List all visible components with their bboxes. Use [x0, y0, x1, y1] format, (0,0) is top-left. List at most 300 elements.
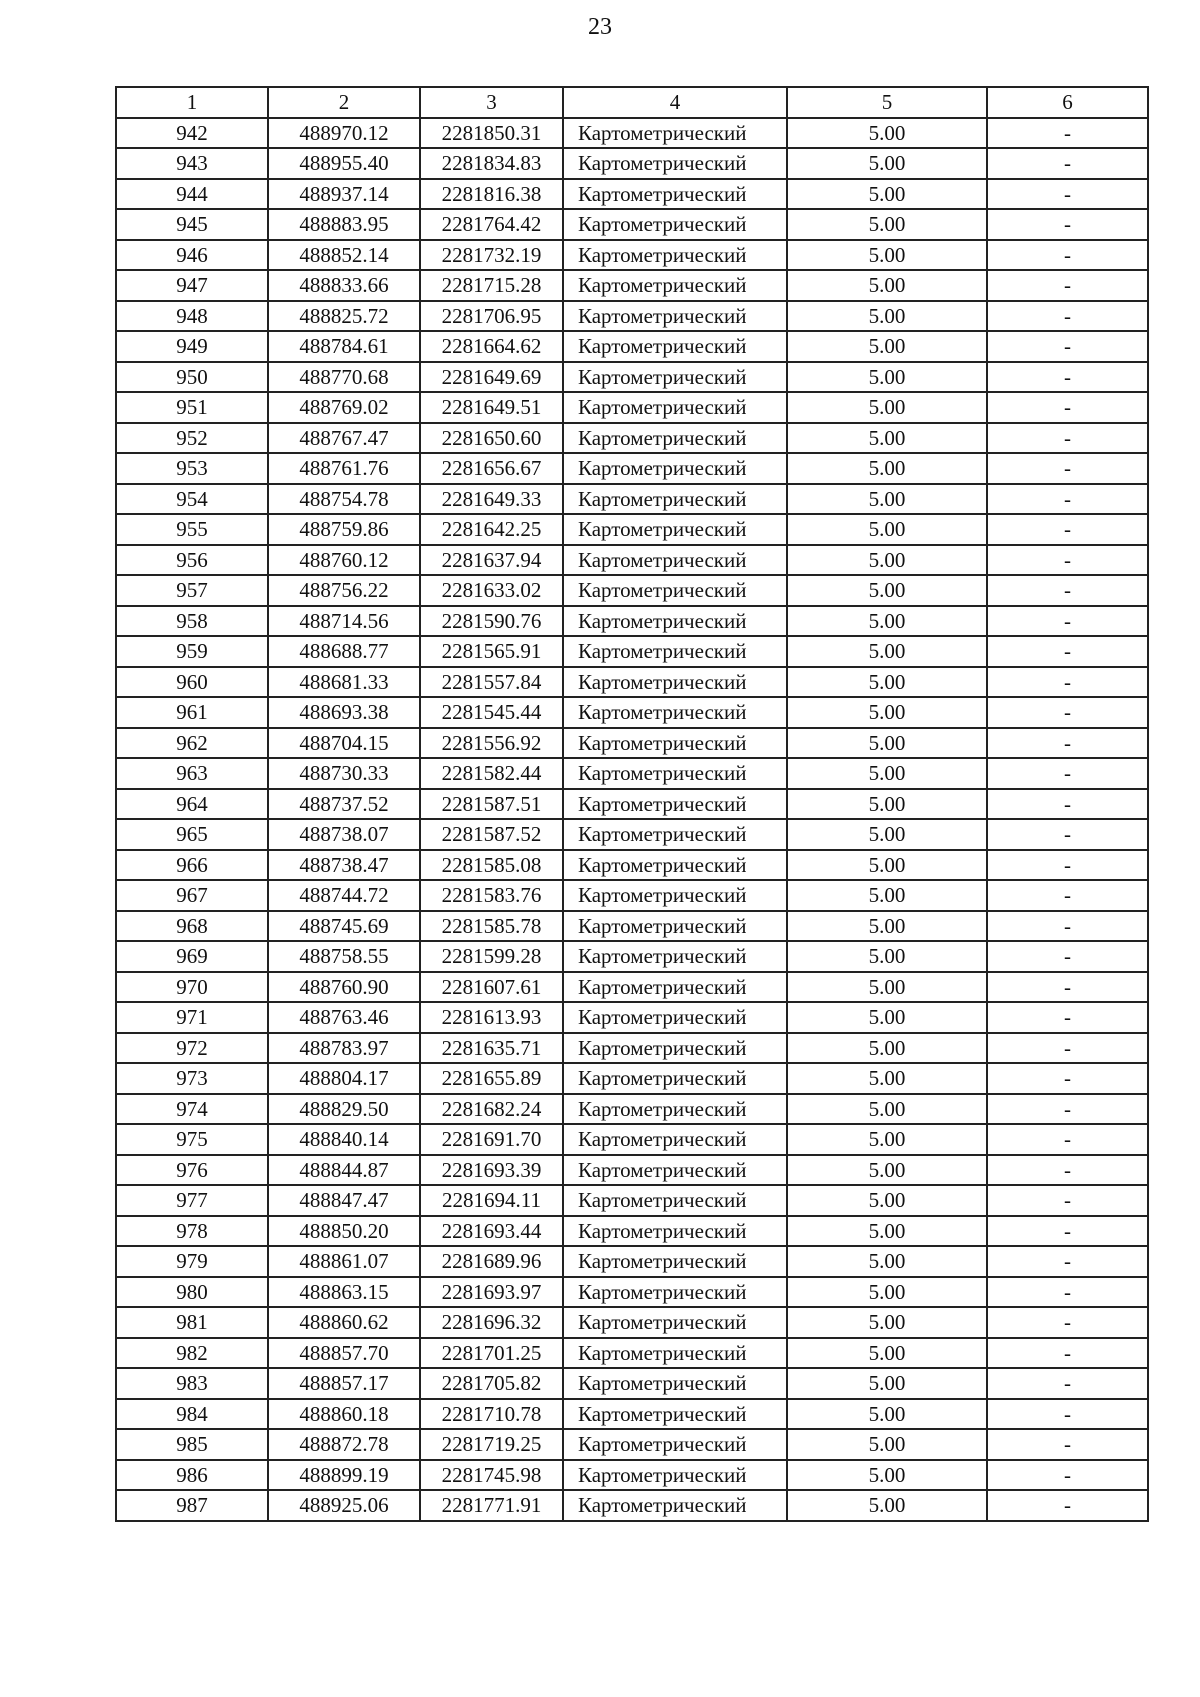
table-row [116, 270, 1148, 301]
method-cell: Картометрический [563, 453, 787, 484]
table-body [116, 118, 1148, 1521]
note-cell: - [987, 1033, 1148, 1064]
accuracy-cell: 5.00 [787, 209, 987, 240]
method-cell: Картометрический [563, 728, 787, 759]
method-cell: Картометрический [563, 1368, 787, 1399]
y-coordinate-cell: 2281635.71 [420, 1033, 563, 1064]
table-header [116, 87, 1148, 118]
y-coordinate-cell: 2281545.44 [420, 697, 563, 728]
note-cell: - [987, 911, 1148, 942]
y-coordinate-cell: 2281701.25 [420, 1338, 563, 1369]
y-coordinate-cell: 2281719.25 [420, 1429, 563, 1460]
accuracy-cell: 5.00 [787, 118, 987, 149]
table-row [116, 1338, 1148, 1369]
accuracy-cell: 5.00 [787, 423, 987, 454]
x-coordinate-cell: 488754.78 [268, 484, 420, 515]
y-coordinate-cell: 2281764.42 [420, 209, 563, 240]
method-cell: Картометрический [563, 1246, 787, 1277]
note-cell: - [987, 697, 1148, 728]
table-row [116, 514, 1148, 545]
x-coordinate-cell: 488825.72 [268, 301, 420, 332]
table-row [116, 972, 1148, 1003]
method-cell: Картометрический [563, 850, 787, 881]
y-coordinate-cell: 2281613.93 [420, 1002, 563, 1033]
method-cell: Картометрический [563, 1338, 787, 1369]
method-cell: Картометрический [563, 972, 787, 1003]
method-cell: Картометрический [563, 1094, 787, 1125]
method-cell: Картометрический [563, 880, 787, 911]
method-cell: Картометрический [563, 1490, 787, 1521]
method-cell: Картометрический [563, 911, 787, 942]
point-number-cell: 959 [116, 636, 268, 667]
accuracy-cell: 5.00 [787, 911, 987, 942]
method-cell: Картометрический [563, 1460, 787, 1491]
y-coordinate-cell: 2281664.62 [420, 331, 563, 362]
x-coordinate-cell: 488850.20 [268, 1216, 420, 1247]
x-coordinate-cell: 488899.19 [268, 1460, 420, 1491]
y-coordinate-cell: 2281715.28 [420, 270, 563, 301]
note-cell: - [987, 423, 1148, 454]
y-coordinate-cell: 2281556.92 [420, 728, 563, 759]
accuracy-cell: 5.00 [787, 1155, 987, 1186]
accuracy-cell: 5.00 [787, 972, 987, 1003]
accuracy-cell: 5.00 [787, 1429, 987, 1460]
y-coordinate-cell: 2281710.78 [420, 1399, 563, 1430]
method-cell: Картометрический [563, 1429, 787, 1460]
column-header: 6 [987, 87, 1148, 118]
x-coordinate-cell: 488760.12 [268, 545, 420, 576]
x-coordinate-cell: 488704.15 [268, 728, 420, 759]
x-coordinate-cell: 488714.56 [268, 606, 420, 637]
point-number-cell: 951 [116, 392, 268, 423]
accuracy-cell: 5.00 [787, 545, 987, 576]
point-number-cell: 963 [116, 758, 268, 789]
note-cell: - [987, 1094, 1148, 1125]
accuracy-cell: 5.00 [787, 636, 987, 667]
column-header: 3 [420, 87, 563, 118]
x-coordinate-cell: 488833.66 [268, 270, 420, 301]
method-cell: Картометрический [563, 1063, 787, 1094]
point-number-cell: 972 [116, 1033, 268, 1064]
x-coordinate-cell: 488937.14 [268, 179, 420, 210]
y-coordinate-cell: 2281649.69 [420, 362, 563, 393]
x-coordinate-cell: 488840.14 [268, 1124, 420, 1155]
accuracy-cell: 5.00 [787, 362, 987, 393]
accuracy-cell: 5.00 [787, 575, 987, 606]
point-number-cell: 981 [116, 1307, 268, 1338]
table-row [116, 148, 1148, 179]
point-number-cell: 945 [116, 209, 268, 240]
note-cell: - [987, 331, 1148, 362]
accuracy-cell: 5.00 [787, 240, 987, 271]
method-cell: Картометрический [563, 545, 787, 576]
y-coordinate-cell: 2281706.95 [420, 301, 563, 332]
x-coordinate-cell: 488756.22 [268, 575, 420, 606]
column-header: 2 [268, 87, 420, 118]
method-cell: Картометрический [563, 514, 787, 545]
table-row [116, 1490, 1148, 1521]
note-cell: - [987, 1368, 1148, 1399]
accuracy-cell: 5.00 [787, 484, 987, 515]
table-row [116, 1307, 1148, 1338]
note-cell: - [987, 514, 1148, 545]
table-row [116, 1094, 1148, 1125]
point-number-cell: 977 [116, 1185, 268, 1216]
method-cell: Картометрический [563, 575, 787, 606]
x-coordinate-cell: 488844.87 [268, 1155, 420, 1186]
method-cell: Картометрический [563, 331, 787, 362]
method-cell: Картометрический [563, 392, 787, 423]
method-cell: Картометрический [563, 1002, 787, 1033]
y-coordinate-cell: 2281850.31 [420, 118, 563, 149]
method-cell: Картометрический [563, 423, 787, 454]
point-number-cell: 987 [116, 1490, 268, 1521]
column-header: 4 [563, 87, 787, 118]
method-cell: Картометрический [563, 1277, 787, 1308]
y-coordinate-cell: 2281816.38 [420, 179, 563, 210]
page-number: 23 [588, 14, 612, 40]
note-cell: - [987, 880, 1148, 911]
x-coordinate-cell: 488860.18 [268, 1399, 420, 1430]
table-row [116, 911, 1148, 942]
x-coordinate-cell: 488761.76 [268, 453, 420, 484]
table-row [116, 1033, 1148, 1064]
note-cell: - [987, 392, 1148, 423]
note-cell: - [987, 819, 1148, 850]
accuracy-cell: 5.00 [787, 514, 987, 545]
accuracy-cell: 5.00 [787, 1063, 987, 1094]
point-number-cell: 954 [116, 484, 268, 515]
note-cell: - [987, 1338, 1148, 1369]
point-number-cell: 968 [116, 911, 268, 942]
y-coordinate-cell: 2281582.44 [420, 758, 563, 789]
table-row [116, 575, 1148, 606]
point-number-cell: 949 [116, 331, 268, 362]
x-coordinate-cell: 488770.68 [268, 362, 420, 393]
y-coordinate-cell: 2281693.39 [420, 1155, 563, 1186]
y-coordinate-cell: 2281642.25 [420, 514, 563, 545]
note-cell: - [987, 270, 1148, 301]
table-row [116, 1368, 1148, 1399]
accuracy-cell: 5.00 [787, 1124, 987, 1155]
accuracy-cell: 5.00 [787, 819, 987, 850]
y-coordinate-cell: 2281649.33 [420, 484, 563, 515]
y-coordinate-cell: 2281705.82 [420, 1368, 563, 1399]
note-cell: - [987, 606, 1148, 637]
x-coordinate-cell: 488829.50 [268, 1094, 420, 1125]
table-row [116, 880, 1148, 911]
note-cell: - [987, 667, 1148, 698]
note-cell: - [987, 1185, 1148, 1216]
accuracy-cell: 5.00 [787, 850, 987, 881]
point-number-cell: 966 [116, 850, 268, 881]
note-cell: - [987, 636, 1148, 667]
note-cell: - [987, 1277, 1148, 1308]
note-cell: - [987, 362, 1148, 393]
point-number-cell: 942 [116, 118, 268, 149]
accuracy-cell: 5.00 [787, 1033, 987, 1064]
table-row [116, 362, 1148, 393]
method-cell: Картометрический [563, 118, 787, 149]
table-row [116, 1216, 1148, 1247]
accuracy-cell: 5.00 [787, 301, 987, 332]
y-coordinate-cell: 2281583.76 [420, 880, 563, 911]
x-coordinate-cell: 488759.86 [268, 514, 420, 545]
note-cell: - [987, 301, 1148, 332]
accuracy-cell: 5.00 [787, 728, 987, 759]
x-coordinate-cell: 488861.07 [268, 1246, 420, 1277]
point-number-cell: 948 [116, 301, 268, 332]
x-coordinate-cell: 488745.69 [268, 911, 420, 942]
method-cell: Картометрический [563, 1033, 787, 1064]
y-coordinate-cell: 2281745.98 [420, 1460, 563, 1491]
accuracy-cell: 5.00 [787, 697, 987, 728]
table-row [116, 331, 1148, 362]
note-cell: - [987, 240, 1148, 271]
y-coordinate-cell: 2281557.84 [420, 667, 563, 698]
point-number-cell: 986 [116, 1460, 268, 1491]
method-cell: Картометрический [563, 789, 787, 820]
note-cell: - [987, 1002, 1148, 1033]
x-coordinate-cell: 488744.72 [268, 880, 420, 911]
x-coordinate-cell: 488860.62 [268, 1307, 420, 1338]
x-coordinate-cell: 488925.06 [268, 1490, 420, 1521]
point-number-cell: 971 [116, 1002, 268, 1033]
accuracy-cell: 5.00 [787, 667, 987, 698]
point-number-cell: 955 [116, 514, 268, 545]
y-coordinate-cell: 2281732.19 [420, 240, 563, 271]
accuracy-cell: 5.00 [787, 392, 987, 423]
point-number-cell: 985 [116, 1429, 268, 1460]
method-cell: Картометрический [563, 240, 787, 271]
method-cell: Картометрический [563, 484, 787, 515]
table-header-row [116, 87, 1148, 118]
point-number-cell: 973 [116, 1063, 268, 1094]
y-coordinate-cell: 2281649.51 [420, 392, 563, 423]
x-coordinate-cell: 488767.47 [268, 423, 420, 454]
point-number-cell: 969 [116, 941, 268, 972]
table-row [116, 697, 1148, 728]
x-coordinate-cell: 488784.61 [268, 331, 420, 362]
note-cell: - [987, 1155, 1148, 1186]
y-coordinate-cell: 2281694.11 [420, 1185, 563, 1216]
x-coordinate-cell: 488857.70 [268, 1338, 420, 1369]
x-coordinate-cell: 488857.17 [268, 1368, 420, 1399]
column-header: 1 [116, 87, 268, 118]
y-coordinate-cell: 2281585.08 [420, 850, 563, 881]
note-cell: - [987, 789, 1148, 820]
y-coordinate-cell: 2281691.70 [420, 1124, 563, 1155]
y-coordinate-cell: 2281590.76 [420, 606, 563, 637]
note-cell: - [987, 1399, 1148, 1430]
point-number-cell: 967 [116, 880, 268, 911]
point-number-cell: 950 [116, 362, 268, 393]
method-cell: Картометрический [563, 667, 787, 698]
accuracy-cell: 5.00 [787, 1368, 987, 1399]
y-coordinate-cell: 2281682.24 [420, 1094, 563, 1125]
table-row [116, 301, 1148, 332]
table-row [116, 545, 1148, 576]
note-cell: - [987, 484, 1148, 515]
method-cell: Картометрический [563, 362, 787, 393]
accuracy-cell: 5.00 [787, 1246, 987, 1277]
accuracy-cell: 5.00 [787, 1307, 987, 1338]
accuracy-cell: 5.00 [787, 1338, 987, 1369]
x-coordinate-cell: 488758.55 [268, 941, 420, 972]
point-number-cell: 962 [116, 728, 268, 759]
x-coordinate-cell: 488730.33 [268, 758, 420, 789]
accuracy-cell: 5.00 [787, 1216, 987, 1247]
accuracy-cell: 5.00 [787, 1094, 987, 1125]
y-coordinate-cell: 2281655.89 [420, 1063, 563, 1094]
method-cell: Картометрический [563, 1399, 787, 1430]
accuracy-cell: 5.00 [787, 148, 987, 179]
x-coordinate-cell: 488970.12 [268, 118, 420, 149]
point-number-cell: 952 [116, 423, 268, 454]
y-coordinate-cell: 2281633.02 [420, 575, 563, 606]
x-coordinate-cell: 488763.46 [268, 1002, 420, 1033]
y-coordinate-cell: 2281771.91 [420, 1490, 563, 1521]
accuracy-cell: 5.00 [787, 606, 987, 637]
coordinates-table [115, 86, 1149, 1522]
method-cell: Картометрический [563, 636, 787, 667]
method-cell: Картометрический [563, 941, 787, 972]
note-cell: - [987, 1460, 1148, 1491]
y-coordinate-cell: 2281585.78 [420, 911, 563, 942]
table-row [116, 484, 1148, 515]
note-cell: - [987, 1246, 1148, 1277]
x-coordinate-cell: 488804.17 [268, 1063, 420, 1094]
y-coordinate-cell: 2281587.51 [420, 789, 563, 820]
y-coordinate-cell: 2281565.91 [420, 636, 563, 667]
x-coordinate-cell: 488681.33 [268, 667, 420, 698]
note-cell: - [987, 453, 1148, 484]
note-cell: - [987, 118, 1148, 149]
table-row [116, 819, 1148, 850]
table-row [116, 240, 1148, 271]
note-cell: - [987, 1124, 1148, 1155]
x-coordinate-cell: 488693.38 [268, 697, 420, 728]
method-cell: Картометрический [563, 209, 787, 240]
method-cell: Картометрический [563, 179, 787, 210]
x-coordinate-cell: 488863.15 [268, 1277, 420, 1308]
method-cell: Картометрический [563, 1124, 787, 1155]
table-row [116, 758, 1148, 789]
point-number-cell: 978 [116, 1216, 268, 1247]
y-coordinate-cell: 2281650.60 [420, 423, 563, 454]
note-cell: - [987, 209, 1148, 240]
method-cell: Картометрический [563, 1307, 787, 1338]
point-number-cell: 944 [116, 179, 268, 210]
point-number-cell: 946 [116, 240, 268, 271]
x-coordinate-cell: 488738.47 [268, 850, 420, 881]
y-coordinate-cell: 2281696.32 [420, 1307, 563, 1338]
note-cell: - [987, 1063, 1148, 1094]
accuracy-cell: 5.00 [787, 880, 987, 911]
accuracy-cell: 5.00 [787, 941, 987, 972]
y-coordinate-cell: 2281689.96 [420, 1246, 563, 1277]
accuracy-cell: 5.00 [787, 1399, 987, 1430]
note-cell: - [987, 148, 1148, 179]
table-row [116, 667, 1148, 698]
note-cell: - [987, 941, 1148, 972]
x-coordinate-cell: 488883.95 [268, 209, 420, 240]
y-coordinate-cell: 2281587.52 [420, 819, 563, 850]
method-cell: Картометрический [563, 758, 787, 789]
table-row [116, 118, 1148, 149]
accuracy-cell: 5.00 [787, 1002, 987, 1033]
x-coordinate-cell: 488688.77 [268, 636, 420, 667]
note-cell: - [987, 758, 1148, 789]
method-cell: Картометрический [563, 301, 787, 332]
note-cell: - [987, 1429, 1148, 1460]
point-number-cell: 970 [116, 972, 268, 1003]
point-number-cell: 947 [116, 270, 268, 301]
method-cell: Картометрический [563, 1216, 787, 1247]
x-coordinate-cell: 488847.47 [268, 1185, 420, 1216]
point-number-cell: 979 [116, 1246, 268, 1277]
point-number-cell: 958 [116, 606, 268, 637]
table-row [116, 1460, 1148, 1491]
method-cell: Картометрический [563, 270, 787, 301]
accuracy-cell: 5.00 [787, 453, 987, 484]
x-coordinate-cell: 488783.97 [268, 1033, 420, 1064]
table-row [116, 728, 1148, 759]
point-number-cell: 965 [116, 819, 268, 850]
table-row [116, 423, 1148, 454]
table-row [116, 1002, 1148, 1033]
table-row [116, 850, 1148, 881]
note-cell: - [987, 1490, 1148, 1521]
table-row [116, 1246, 1148, 1277]
y-coordinate-cell: 2281637.94 [420, 545, 563, 576]
table-row [116, 209, 1148, 240]
x-coordinate-cell: 488769.02 [268, 392, 420, 423]
accuracy-cell: 5.00 [787, 1277, 987, 1308]
table-row [116, 392, 1148, 423]
point-number-cell: 976 [116, 1155, 268, 1186]
table-row [116, 636, 1148, 667]
x-coordinate-cell: 488760.90 [268, 972, 420, 1003]
table-row [116, 789, 1148, 820]
table-row [116, 1277, 1148, 1308]
method-cell: Картометрический [563, 819, 787, 850]
point-number-cell: 943 [116, 148, 268, 179]
note-cell: - [987, 545, 1148, 576]
x-coordinate-cell: 488737.52 [268, 789, 420, 820]
table-row [116, 453, 1148, 484]
table-row [116, 1063, 1148, 1094]
method-cell: Картометрический [563, 697, 787, 728]
point-number-cell: 960 [116, 667, 268, 698]
y-coordinate-cell: 2281834.83 [420, 148, 563, 179]
point-number-cell: 974 [116, 1094, 268, 1125]
note-cell: - [987, 972, 1148, 1003]
method-cell: Картометрический [563, 1155, 787, 1186]
accuracy-cell: 5.00 [787, 179, 987, 210]
column-header: 5 [787, 87, 987, 118]
x-coordinate-cell: 488872.78 [268, 1429, 420, 1460]
accuracy-cell: 5.00 [787, 1460, 987, 1491]
note-cell: - [987, 1216, 1148, 1247]
table-row [116, 1185, 1148, 1216]
table-row [116, 1399, 1148, 1430]
note-cell: - [987, 850, 1148, 881]
table-row [116, 606, 1148, 637]
point-number-cell: 953 [116, 453, 268, 484]
point-number-cell: 980 [116, 1277, 268, 1308]
table-row [116, 941, 1148, 972]
